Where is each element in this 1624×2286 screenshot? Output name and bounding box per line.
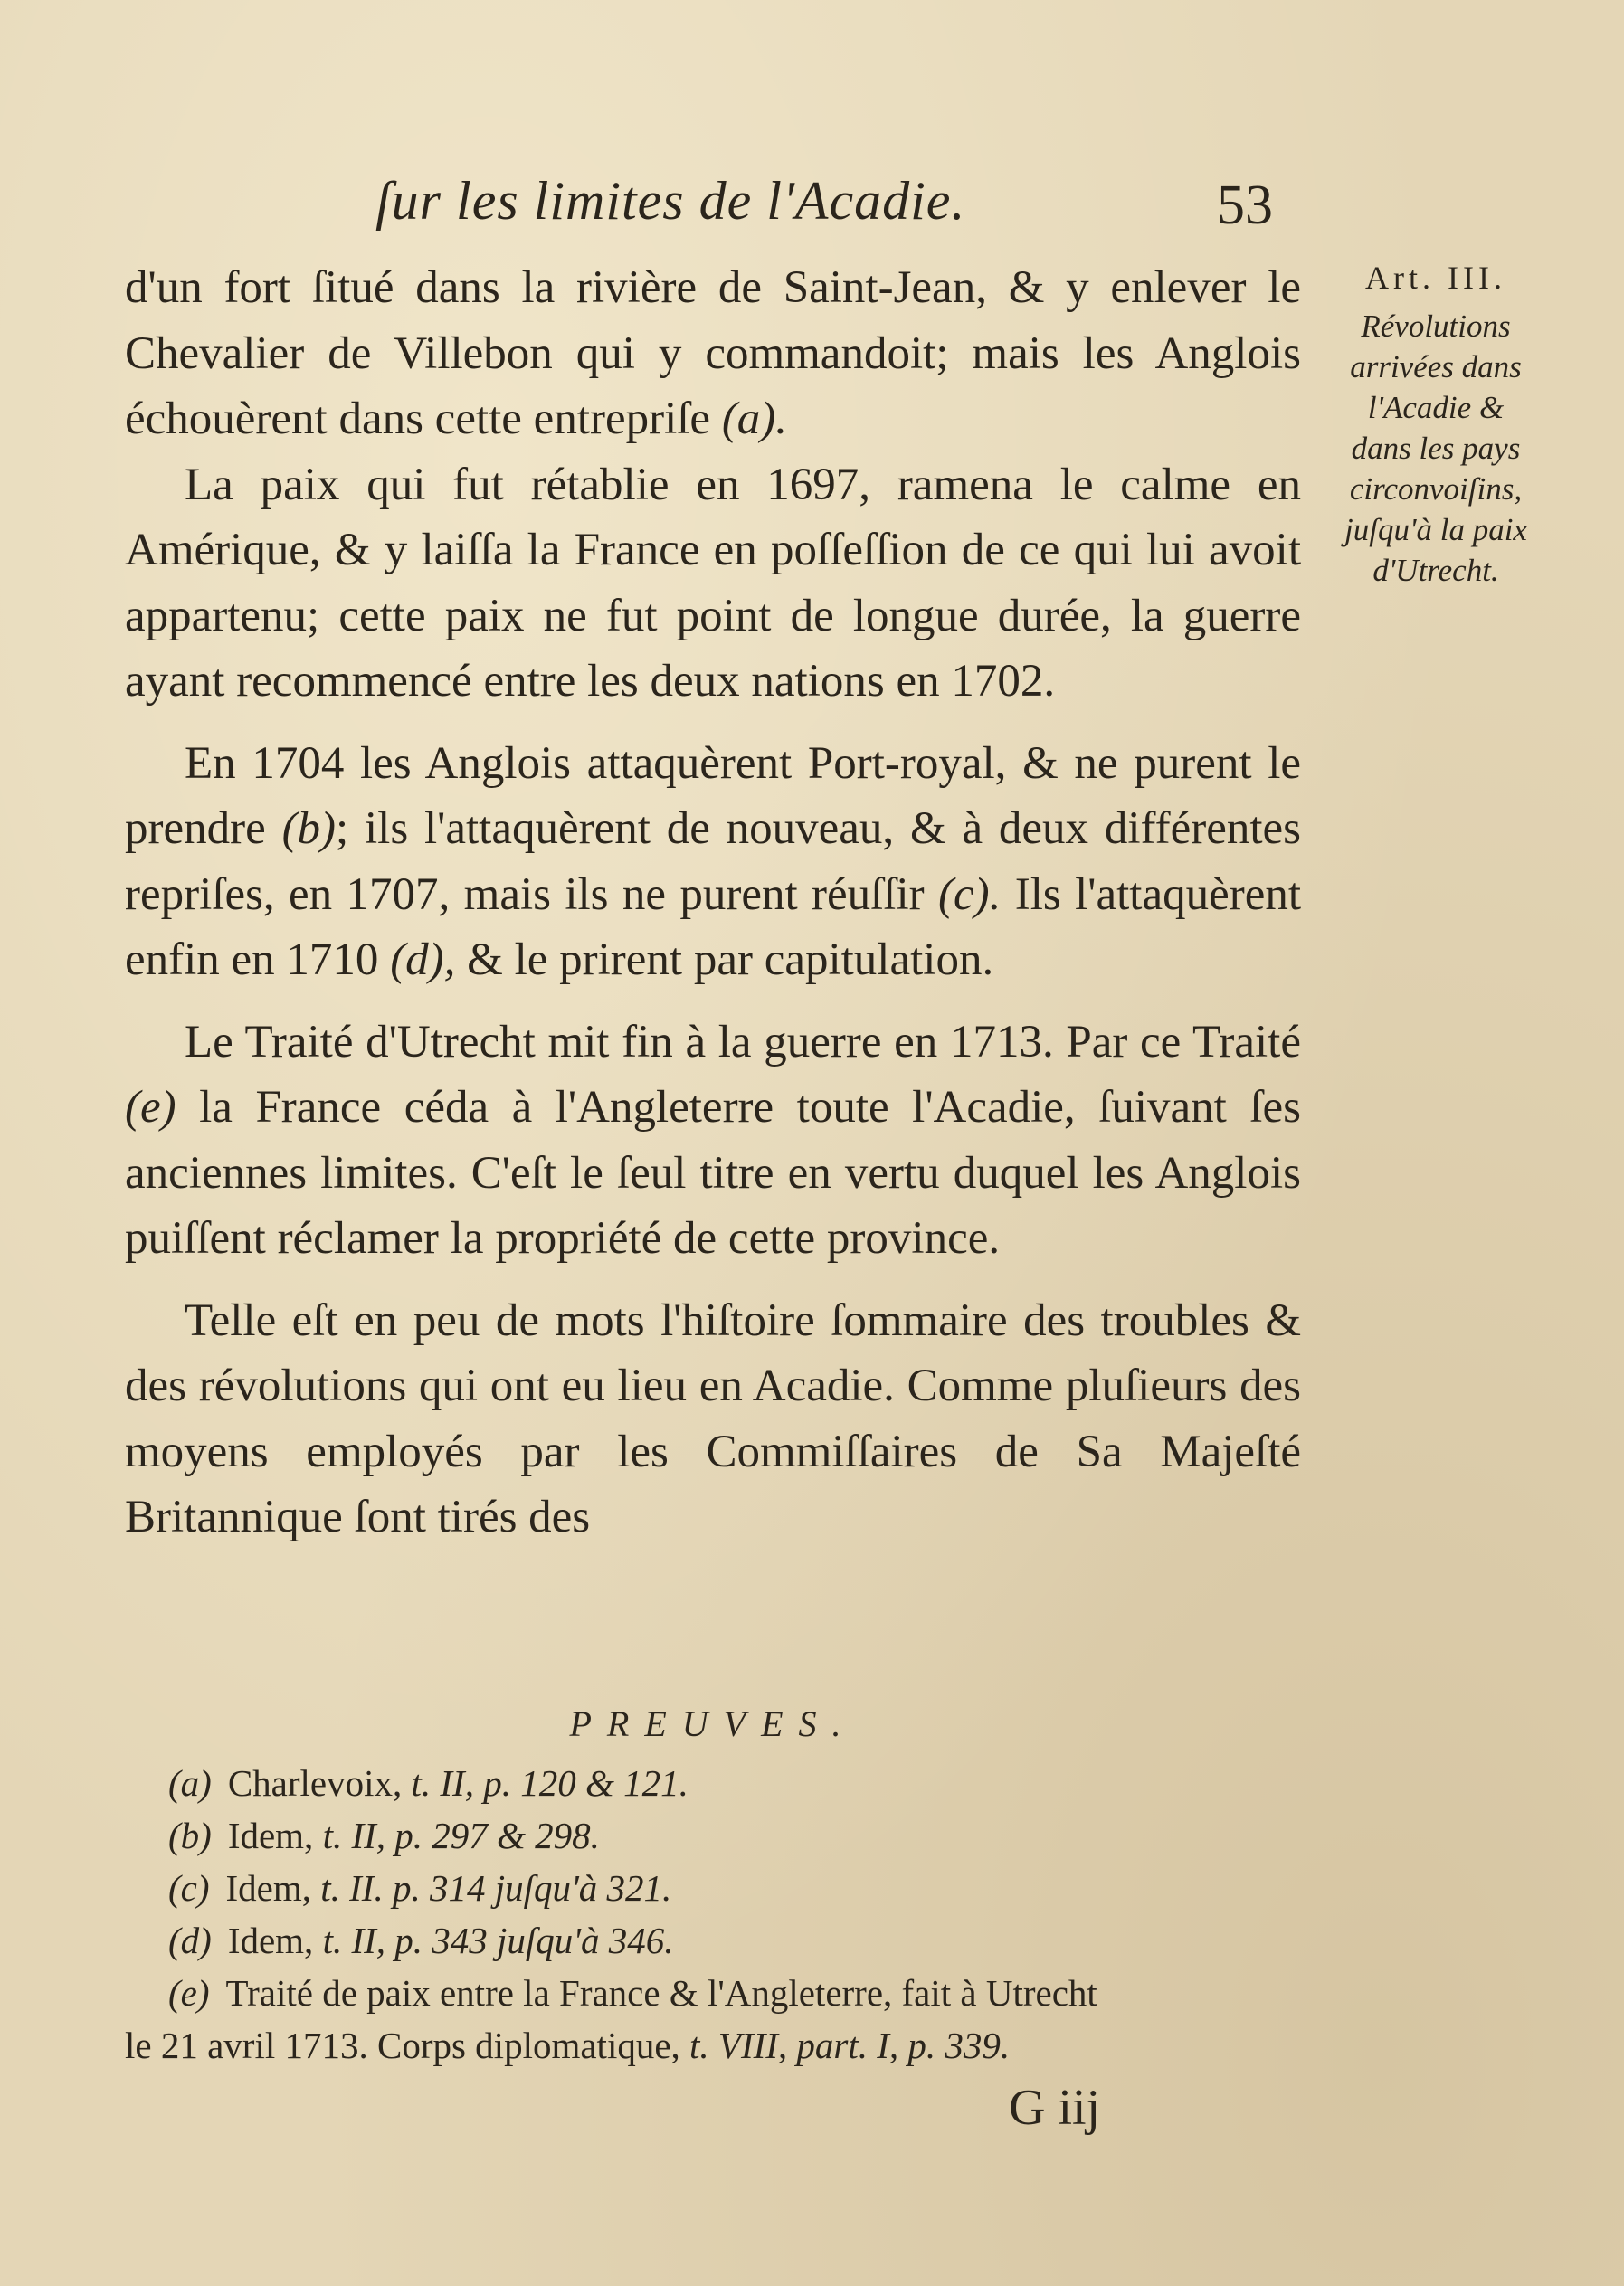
paragraph-4-text-a: Le Traité d'Utrecht mit fin à la guerre en 1713. Par ce Traité [185,1016,1301,1067]
footnote-mark: (b) [168,1815,212,1856]
footnote-citation: t. VIII, part. I, p. 339. [689,2025,1011,2066]
margin-note-line: juſqu'à la paix [1344,512,1527,547]
footnote-mark: (d) [168,1920,212,1961]
footnotes [125,1757,1319,2072]
margin-note-line: arrivées dans [1350,349,1522,384]
margin-note-line: d'Utrecht. [1372,553,1499,588]
paragraph-3-text-b: ; ils l'attaquèrent de nouveau, & à deux différentes repriſes, en 1707, mais ils ne purent réuſſir [125,803,1301,920]
footnote-citation: t. II, p. 120 & 121. [411,1762,689,1804]
paragraph-3-text-c: Ils l'attaquèrent enfin en 1710 [125,868,1302,985]
margin-note-text [1314,306,1558,591]
footnote-a [125,1757,1319,1809]
paragraph-5-text: Telle eſt en peu de mots l'hiſtoire ſommaire des troubles & des révolutions qui ont eu lieu en Acadie. Comme pluſieurs des moyens employés par les Commiſſaires de Sa Majeſté Britannique ſont tirés des [125,1295,1301,1542]
paragraph-3 [125,731,1301,993]
footnote-mark: (a) [168,1762,212,1804]
footnote-text: Traité de paix entre la France & l'Angleterre, fait à Utrecht [225,1972,1097,2014]
footnote-e-line-2: le 21 avril 1713. Corps diplomatique, [125,2025,680,2066]
footnote-e-line-1 [125,1967,1319,2019]
paragraph-2 [125,452,1301,715]
footnote-b [125,1809,1319,1862]
paragraph-1 [125,255,1301,452]
margin-note-line: dans les pays [1351,431,1521,466]
footnote-mark: (c) [168,1867,210,1909]
preuves-heading: PREUVES. [569,1703,857,1744]
footnote-d [125,1914,1319,1967]
footnote-ref-b: (b) [281,803,337,854]
main-text [125,255,1301,1551]
footnote-c [125,1862,1319,1914]
signature-mark: G iij [1009,2080,1101,2136]
footnote-citation: t. II, p. 343 juſqu'à 346. [322,1920,674,1961]
page-number: 53 [1217,175,1273,236]
footnote-text: Idem, [227,1815,314,1856]
margin-note-line: l'Acadie & [1367,390,1505,425]
margin-note-line: circonvoiſins, [1349,471,1523,507]
paragraph-3-text-d: & le prirent par capitulation. [467,934,994,985]
paragraph-3-text-a: En 1704 les Anglois attaquèrent Port-royal, & ne purent le prendre [125,737,1301,854]
footnote-text: Idem, [227,1920,314,1961]
footnote-ref-e: (e) [125,1082,176,1133]
footnote-ref-c: (c). [938,868,1002,920]
footnote-ref-a: (a). [721,394,788,444]
page-header [0,154,1624,244]
footnote-citation: t. II, p. 297 & 298. [322,1815,600,1856]
running-head: ſur les limites de l'Acadie. [375,171,966,231]
footnote-text: Idem, [225,1867,312,1909]
paragraph-2-text: La paix qui fut rétablie en 1697, ramena le calme en Amérique, & y laiſſa la France en poſſeſſion de ce qui lui avoit appartenu; cette paix ne fut point de longue durée, la guerre ayant recommencé entre les deux nations en 1702. [125,459,1301,707]
footnote-mark: (e) [168,1972,210,2014]
margin-note [1314,258,1558,591]
margin-note-line: Révolutions [1361,308,1511,344]
footnote-e [125,1967,1319,2072]
paragraph-1-text: d'un fort ſitué dans la rivière de Saint-Jean, & y enlever le Chevalier de Villebon qui y commandoit; mais les Anglois échouèrent dans cette entrepriſe [125,262,1301,444]
footnote-text: Charlevoix, [227,1762,403,1804]
footnote-citation: t. II. p. 314 juſqu'à 321. [320,1867,672,1909]
paragraph-5 [125,1288,1301,1551]
paragraph-4-text-b: la France céda à l'Angleterre toute l'Acadie, ſuivant ſes anciennes limites. C'eſt le ſeul titre en vertu duquel les Anglois puiſſent réclamer la propriété de cette province. [125,1082,1301,1264]
article-label: Art. III. [1365,260,1506,296]
paragraph-4 [125,1010,1301,1272]
footnote-ref-d: (d), [390,934,456,985]
